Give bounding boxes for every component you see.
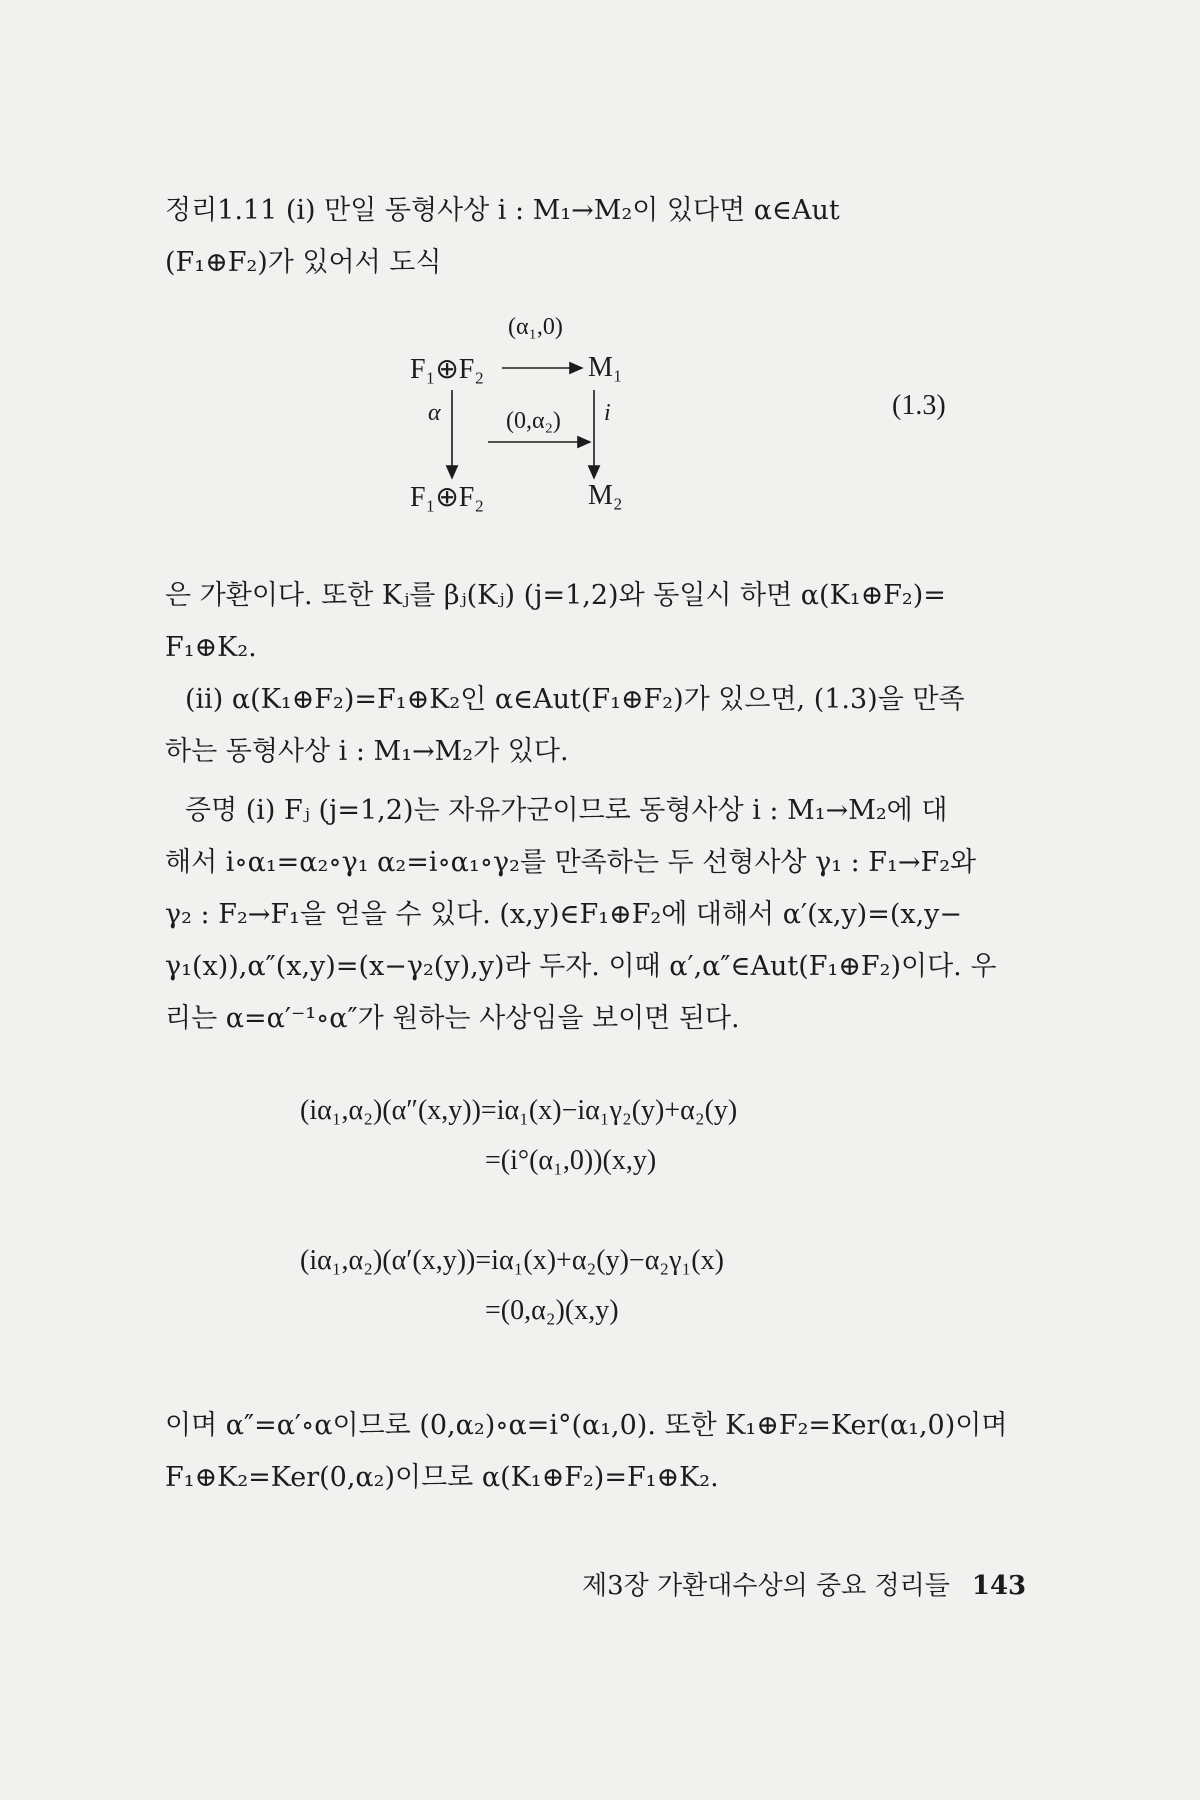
theorem-continuation [165,570,1045,778]
commutative-diagram [410,314,1040,560]
equation-2-line-2: =(0,α₂)(x,y) [485,1295,619,1326]
equation-1-line-2: =(i°(α₁,0))(x,y) [485,1145,657,1176]
node-bottom-right: M₂ [588,480,623,511]
theorem-line: (F₁⊕F₂)가 있어서 도식 [165,247,442,278]
conclusion-paragraph [165,1400,1045,1504]
diagram-arrows [440,360,1040,560]
proof-line: 증명 (i) Fⱼ (j=1,2)는 자유가군이므로 동형사상 i : M₁→M₂에 대 [185,795,948,826]
left-arrow-label: α [428,400,441,426]
proof-line: γ₂ : F₂→F₁을 얻을 수 있다. (x,y)∈F₁⊕F₂에 대해서 α′(x,y)=(x,y− [165,899,963,930]
node-bottom-left: F₁⊕F₂ [410,482,485,513]
theorem-line: 정리1.11 (i) 만일 동형사상 i : M₁→M₂이 있다면 α∈Aut [165,195,840,226]
bottom-arrow-label: (0,α₂) [506,408,561,434]
text-line: F₁⊕K₂. [165,632,257,663]
equation-1-line-1: (iα₁,α₂)(α″(x,y))=iα₁(x)−iα₁γ₂(y)+α₂(y) [300,1095,738,1126]
chapter-title: 제3장 가환대수상의 중요 정리들 [582,1571,950,1601]
node-top-right: M₁ [588,352,623,383]
right-arrow-label: i [604,400,611,426]
equation-2-line-1: (iα₁,α₂)(α′(x,y))=iα₁(x)+α₂(y)−α₂γ₁(x) [300,1245,724,1276]
page-number: 143 [971,1571,1027,1601]
conclusion-line: F₁⊕K₂=Ker(0,α₂)이므로 α(K₁⊕F₂)=F₁⊕K₂. [165,1462,719,1493]
proof-paragraph [165,785,1045,1045]
text-line: (ii) α(K₁⊕F₂)=F₁⊕K₂인 α∈Aut(F₁⊕F₂)가 있으면, (1.3)을 만족 [185,684,965,715]
top-arrow-label: (α₁,0) [508,314,563,340]
text-line: 하는 동형사상 i : M₁→M₂가 있다. [165,736,569,767]
proof-line: 리는 α=α′⁻¹∘α″가 원하는 사상임을 보이면 된다. [165,1003,740,1034]
theorem-statement [165,185,1045,289]
running-footer [582,1565,1026,1602]
proof-line: 해서 i∘α₁=α₂∘γ₁ α₂=i∘α₁∘γ₂를 만족하는 두 선형사상 γ₁ : F₁→F₂와 [165,847,977,878]
conclusion-line: 이며 α″=α′∘α이므로 (0,α₂)∘α=i°(α₁,0). 또한 K₁⊕F₂=Ker(α₁,0)이며 [165,1410,1008,1441]
equation-number: (1.3) [892,390,946,421]
node-top-left: F₁⊕F₂ [410,354,485,385]
text-line: 은 가환이다. 또한 Kⱼ를 βⱼ(Kⱼ) (j=1,2)와 동일시 하면 α(K₁⊕F₂)= [165,580,946,611]
proof-line: γ₁(x)),α″(x,y)=(x−γ₂(y),y)라 두자. 이때 α′,α″∈Aut(F₁⊕F₂)이다. 우 [165,951,997,982]
